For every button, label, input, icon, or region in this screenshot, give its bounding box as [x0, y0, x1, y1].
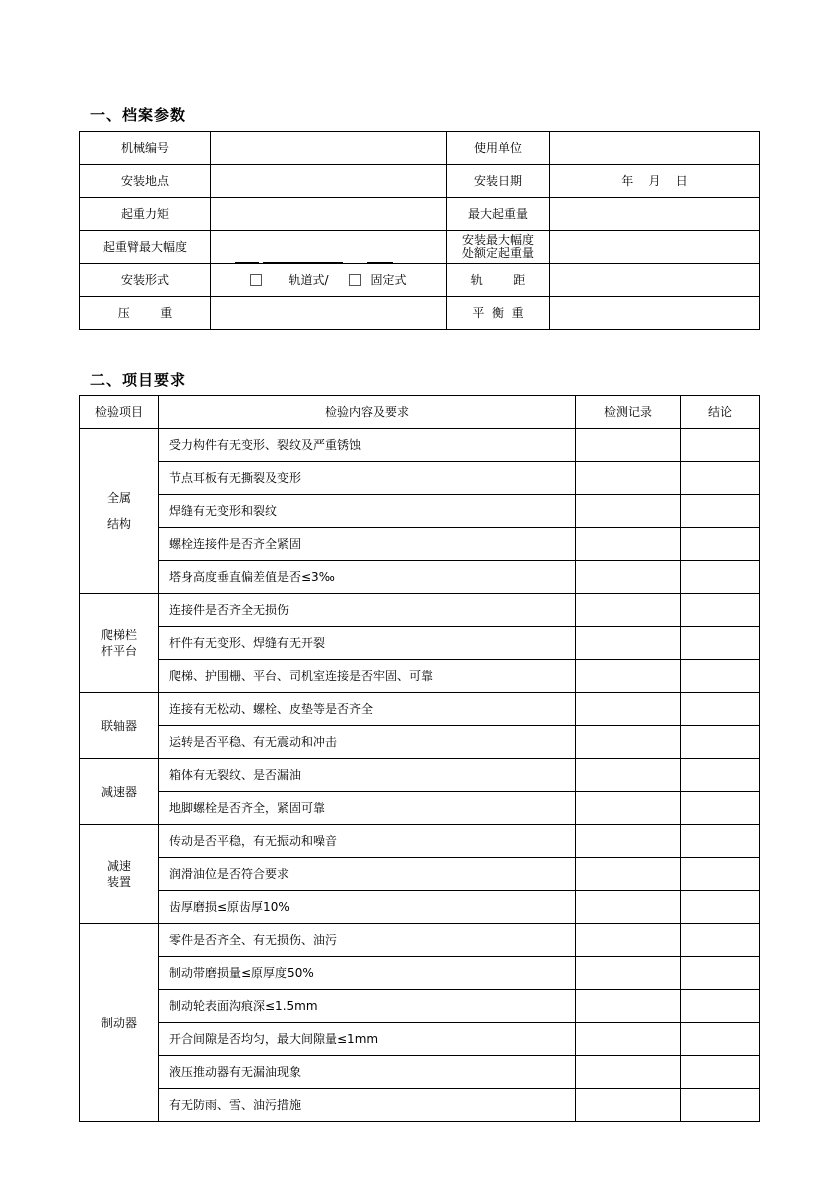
category-line1: 减速 [106, 859, 131, 873]
conclusion-cell[interactable] [681, 495, 760, 528]
value-install-date[interactable]: 年 月 日 [550, 165, 760, 198]
value-rated-load-at-max-range[interactable] [550, 231, 760, 264]
inspection-requirement: 润滑油位是否符合要求 [159, 858, 576, 891]
track-type-checkbox[interactable] [250, 274, 262, 286]
table-row [80, 825, 760, 858]
inspection-requirement: 焊缝有无变形和裂纹 [159, 495, 576, 528]
label-counterweight: 平 衡 重 [447, 297, 550, 330]
category-line2: 结构 [106, 517, 131, 531]
value-ballast[interactable] [211, 297, 447, 330]
inspection-rows [80, 429, 760, 1122]
test-record-cell[interactable] [576, 990, 681, 1023]
table-row [80, 264, 760, 297]
test-record-cell[interactable] [576, 792, 681, 825]
inspection-requirement: 连接有无松动、螺栓、皮垫等是否齐全 [159, 693, 576, 726]
fixed-type-checkbox[interactable] [349, 274, 361, 286]
conclusion-cell[interactable] [681, 462, 760, 495]
conclusion-cell[interactable] [681, 990, 760, 1023]
conclusion-cell[interactable] [681, 825, 760, 858]
inspection-requirement: 零件是否齐全、有无损伤、油污 [159, 924, 576, 957]
test-record-cell[interactable] [576, 429, 681, 462]
inspection-requirement: 齿厚磨损≤原齿厚10% [159, 891, 576, 924]
test-record-cell[interactable] [576, 1056, 681, 1089]
conclusion-cell[interactable] [681, 627, 760, 660]
label-boom-max-range: 起重臂最大幅度 [80, 231, 211, 264]
table-row [80, 891, 760, 924]
value-counterweight[interactable] [550, 297, 760, 330]
label-track-gauge: 轨 距 [447, 264, 550, 297]
conclusion-cell[interactable] [681, 561, 760, 594]
inspection-requirement: 地脚螺栓是否齐全，紧固可靠 [159, 792, 576, 825]
fixed-type-label: 固定式 [370, 272, 407, 287]
inspection-category [80, 759, 159, 825]
inspection-requirement: 液压推动器有无漏油现象 [159, 1056, 576, 1089]
test-record-cell[interactable] [576, 693, 681, 726]
inspection-requirement: 有无防雨、雪、油污措施 [159, 1089, 576, 1122]
conclusion-cell[interactable] [681, 726, 760, 759]
test-record-cell[interactable] [576, 495, 681, 528]
table-row [80, 132, 760, 165]
table-row [80, 660, 760, 693]
table-row [80, 561, 760, 594]
inspection-category [80, 594, 159, 693]
test-record-cell[interactable] [576, 594, 681, 627]
table-row [80, 990, 760, 1023]
test-record-cell[interactable] [576, 759, 681, 792]
table-row [80, 627, 760, 660]
conclusion-cell[interactable] [681, 924, 760, 957]
test-record-cell[interactable] [576, 1089, 681, 1122]
test-record-cell[interactable] [576, 627, 681, 660]
conclusion-cell[interactable] [681, 660, 760, 693]
table-row [80, 726, 760, 759]
table-row [80, 957, 760, 990]
category-line1: 联轴器 [100, 718, 137, 733]
conclusion-cell[interactable] [681, 891, 760, 924]
value-user-unit[interactable] [550, 132, 760, 165]
section2-heading: 二、项目要求 [90, 371, 187, 389]
test-record-cell[interactable] [576, 462, 681, 495]
conclusion-cell[interactable] [681, 693, 760, 726]
test-record-cell[interactable] [576, 660, 681, 693]
table-row [80, 429, 760, 462]
test-record-cell[interactable] [576, 528, 681, 561]
test-record-cell[interactable] [576, 891, 681, 924]
label-rated-load-line1: 安装最大幅度 [461, 233, 534, 247]
label-user-unit: 使用单位 [447, 132, 550, 165]
category-line1: 全属 [106, 491, 131, 505]
value-max-lifting-weight[interactable] [550, 198, 760, 231]
header-test-record: 检测记录 [576, 396, 681, 429]
category-line1: 减速器 [100, 784, 137, 799]
conclusion-cell[interactable] [681, 1023, 760, 1056]
install-type-options [211, 264, 447, 297]
test-record-cell[interactable] [576, 561, 681, 594]
test-record-cell[interactable] [576, 924, 681, 957]
table-row [80, 165, 760, 198]
label-install-date: 安装日期 [447, 165, 550, 198]
archive-params-table [79, 131, 760, 330]
label-rated-load-at-max-range [447, 231, 550, 264]
category-line2: 杆平台 [100, 644, 137, 658]
label-ballast: 压 重 [80, 297, 211, 330]
label-install-location: 安装地点 [80, 165, 211, 198]
table-row [80, 528, 760, 561]
inspection-requirement: 开合间隙是否均匀，最大间隙量≤1mm [159, 1023, 576, 1056]
inspection-requirement: 制动轮表面沟痕深≤1.5mm [159, 990, 576, 1023]
table-row [80, 198, 760, 231]
test-record-cell[interactable] [576, 1023, 681, 1056]
inspection-requirement: 运转是否平稳、有无震动和冲击 [159, 726, 576, 759]
label-rated-load-line2: 处额定起重量 [461, 246, 534, 260]
category-line1: 制动器 [100, 1015, 137, 1030]
label-install-type: 安装形式 [80, 264, 211, 297]
label-lifting-moment: 起重力矩 [80, 198, 211, 231]
table-row [80, 693, 760, 726]
table-row [80, 231, 760, 264]
test-record-cell[interactable] [576, 726, 681, 759]
table-row [80, 924, 760, 957]
table-row [80, 594, 760, 627]
conclusion-cell[interactable] [681, 594, 760, 627]
test-record-cell[interactable] [576, 858, 681, 891]
inspection-requirements-table [79, 395, 760, 1122]
inspection-category [80, 924, 159, 1122]
table-row [80, 1089, 760, 1122]
table-row [80, 792, 760, 825]
test-record-cell[interactable] [576, 825, 681, 858]
inspection-requirement: 塔身高度垂直偏差值是否≤3‰ [159, 561, 576, 594]
inspection-requirement: 连接件是否齐全无损伤 [159, 594, 576, 627]
label-machine-number: 机械编号 [80, 132, 211, 165]
value-boom-max-range[interactable] [211, 231, 447, 264]
inspection-category [80, 429, 159, 594]
header-inspection-content: 检验内容及要求 [159, 396, 576, 429]
table-header-row [80, 396, 760, 429]
table-row [80, 1056, 760, 1089]
inspection-category [80, 693, 159, 759]
conclusion-cell[interactable] [681, 858, 760, 891]
inspection-requirement: 受力构件有无变形、裂纹及严重锈蚀 [159, 429, 576, 462]
header-inspection-item: 检验项目 [80, 396, 159, 429]
table-row [80, 297, 760, 330]
inspection-requirement: 传动是否平稳，有无振动和噪音 [159, 825, 576, 858]
inspection-category [80, 825, 159, 924]
table-row [80, 1023, 760, 1056]
value-lifting-moment[interactable] [211, 198, 447, 231]
label-max-lifting-weight: 最大起重量 [447, 198, 550, 231]
table-row [80, 462, 760, 495]
conclusion-cell[interactable] [681, 792, 760, 825]
conclusion-cell[interactable] [681, 429, 760, 462]
header-conclusion: 结论 [681, 396, 760, 429]
value-track-gauge[interactable] [550, 264, 760, 297]
inspection-requirement: 螺栓连接件是否齐全紧固 [159, 528, 576, 561]
value-machine-number[interactable] [211, 132, 447, 165]
inspection-requirement: 杆件有无变形、焊缝有无开裂 [159, 627, 576, 660]
conclusion-cell[interactable] [681, 759, 760, 792]
category-line2: 装置 [106, 875, 131, 889]
category-line1: 爬梯栏 [100, 628, 137, 642]
table-row [80, 858, 760, 891]
conclusion-cell[interactable] [681, 1056, 760, 1089]
inspection-requirement: 箱体有无裂纹、是否漏油 [159, 759, 576, 792]
section1-heading: 一、档案参数 [90, 106, 187, 124]
inspection-requirement: 制动带磨损量≤原厚度50% [159, 957, 576, 990]
conclusion-cell[interactable] [681, 1089, 760, 1122]
test-record-cell[interactable] [576, 957, 681, 990]
inspection-requirement: 爬梯、护围栅、平台、司机室连接是否牢固、可靠 [159, 660, 576, 693]
track-type-label: 轨道式/ [288, 272, 329, 287]
conclusion-cell[interactable] [681, 957, 760, 990]
table-row [80, 759, 760, 792]
value-install-location[interactable] [211, 165, 447, 198]
inspection-requirement: 节点耳板有无撕裂及变形 [159, 462, 576, 495]
table-row [80, 495, 760, 528]
conclusion-cell[interactable] [681, 528, 760, 561]
